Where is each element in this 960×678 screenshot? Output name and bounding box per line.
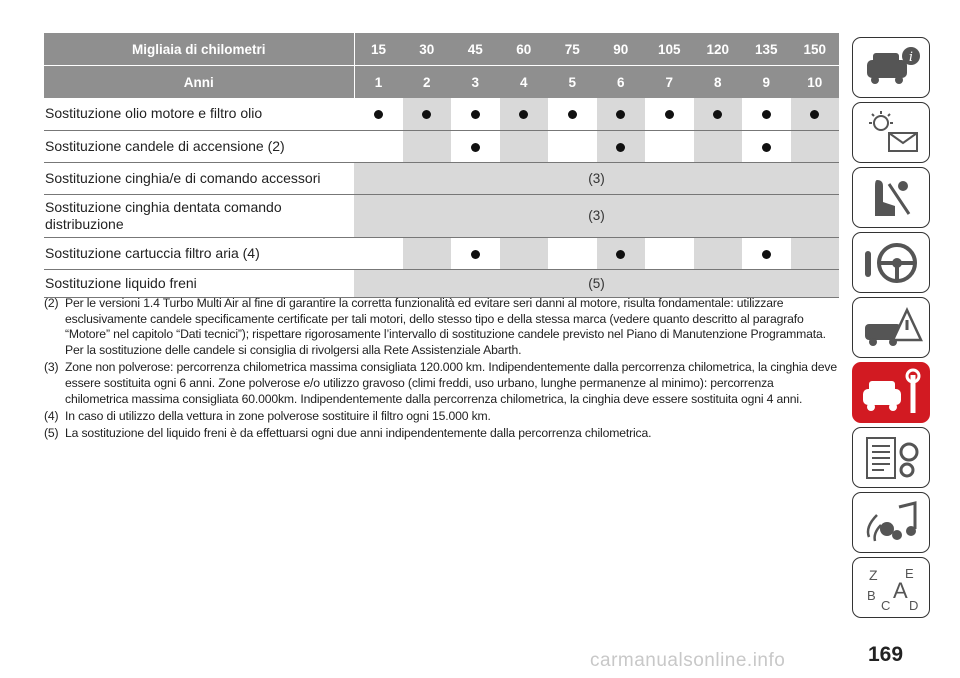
nav-tab-seat-safety[interactable] xyxy=(852,167,930,228)
schedule-cell xyxy=(354,237,403,269)
km-header-cell: 45 xyxy=(451,33,500,66)
operation-label: Sostituzione cartuccia filtro aria (4) xyxy=(45,244,260,261)
scheduled-dot-icon xyxy=(519,110,528,119)
table-row xyxy=(44,194,839,237)
year-header-cell: 5 xyxy=(548,66,597,99)
operation-label: Sostituzione candele di accensione (2) xyxy=(45,137,285,154)
schedule-cell xyxy=(597,98,646,130)
schedule-cell xyxy=(597,237,646,269)
nav-tab-technical-data[interactable] xyxy=(852,427,930,488)
year-header-cell: 1 xyxy=(354,66,403,99)
scheduled-dot-icon xyxy=(810,110,819,119)
year-header-cell: 9 xyxy=(742,66,791,99)
year-header-cell: 2 xyxy=(403,66,452,99)
operation-label: Sostituzione olio motore e filtro olio xyxy=(45,105,263,122)
footnote-text: La sostituzione del liquido freni è da effettuarsi ogni due anni indipendentemente dalla percorrenza chilometrica. xyxy=(65,426,652,441)
scheduled-dot-icon xyxy=(665,110,674,119)
year-header-cell: 8 xyxy=(694,66,743,99)
year-header-cell: 10 xyxy=(791,66,840,99)
km-header-row xyxy=(44,33,839,66)
footnote xyxy=(44,426,840,442)
schedule-cell xyxy=(645,237,694,269)
schedule-cell xyxy=(500,130,549,162)
schedule-note-cell: (3) xyxy=(354,162,839,194)
km-header-cell: 135 xyxy=(742,33,791,66)
schedule-cell xyxy=(742,237,791,269)
page-number: 169 xyxy=(868,643,904,666)
year-header-cell: 4 xyxy=(500,66,549,99)
table-row xyxy=(44,269,839,297)
km-header-cell: 105 xyxy=(645,33,694,66)
maintenance-car-wrench-icon xyxy=(857,367,925,419)
scheduled-dot-icon xyxy=(616,143,625,152)
schedule-cell xyxy=(742,98,791,130)
footnote-number: (2) xyxy=(44,296,59,310)
years-header-row xyxy=(44,66,839,99)
scheduled-dot-icon xyxy=(374,110,383,119)
scheduled-dot-icon xyxy=(422,110,431,119)
table-row xyxy=(44,130,839,162)
maintenance-schedule-table xyxy=(44,33,839,298)
table-row xyxy=(44,98,839,130)
schedule-cell xyxy=(694,130,743,162)
seat-safety-icon xyxy=(857,172,925,224)
schedule-cell xyxy=(645,98,694,130)
km-header-cell: 90 xyxy=(597,33,646,66)
schedule-cell xyxy=(403,130,452,162)
nav-tab-alphabetical-index[interactable] xyxy=(852,557,930,618)
warning-lights-icon xyxy=(857,107,925,159)
emergency-car-icon xyxy=(857,302,925,354)
schedule-cell xyxy=(451,237,500,269)
schedule-cell xyxy=(451,130,500,162)
svg-text:A: A xyxy=(893,577,908,603)
footnote-number: (3) xyxy=(44,360,59,375)
svg-text:E: E xyxy=(905,565,914,581)
operation-label: Sostituzione cinghia/e di comando accessori xyxy=(45,169,321,186)
footnote xyxy=(44,409,840,425)
km-header-cell: 15 xyxy=(354,33,403,66)
km-header-cell: 75 xyxy=(548,33,597,66)
nav-tab-warning-lights[interactable] xyxy=(852,102,930,163)
scheduled-dot-icon xyxy=(616,250,625,259)
footnote-number: (5) xyxy=(44,426,59,441)
footnote-text: In caso di utilizzo della vettura in zone polverose sostituire il filtro ogni 15.000 km. xyxy=(65,408,491,423)
schedule-cell xyxy=(354,98,403,130)
schedule-cell xyxy=(548,98,597,130)
scheduled-dot-icon xyxy=(471,250,480,259)
scheduled-dot-icon xyxy=(713,110,722,119)
schedule-cell xyxy=(645,130,694,162)
nav-tab-car-info[interactable] xyxy=(852,37,930,98)
footnote-text: Zone non polverose: percorrenza chilometrica massima consigliata 120.000 km. Indipendentemente dalla percorrenza chilometrica, la cinghia deve essere sostituita ogni 6 anni. Zone polverose e/o utilizzo gravoso (climi freddi, uso urbano, lunghe permanenze al minimo): percorrenza chilometrica massima consigliata 60.000km. Indipendentemente dalla percorrenza chilometrica, la cinghia deve essere sostituita ogni 4 anni. xyxy=(65,360,837,406)
schedule-note-cell: (5) xyxy=(354,269,839,297)
nav-tab-maintenance-car-wrench[interactable] xyxy=(852,362,930,423)
svg-text:Z: Z xyxy=(869,566,878,583)
year-header-cell: 7 xyxy=(645,66,694,99)
schedule-note-cell: (3) xyxy=(354,194,839,237)
footnotes xyxy=(44,296,840,443)
nav-tab-steering-wheel[interactable] xyxy=(852,232,930,293)
schedule-cell xyxy=(403,237,452,269)
year-header-cell: 6 xyxy=(597,66,646,99)
schedule-cell xyxy=(451,98,500,130)
table-row xyxy=(44,237,839,269)
scheduled-dot-icon xyxy=(762,250,771,259)
year-header-cell: 3 xyxy=(451,66,500,99)
footnote-text: Per le versioni 1.4 Turbo Multi Air al fine di garantire la corretta funzionalità ed evitare seri danni al motore, risulta fondamentale: utilizzare esclusivamente candele specificamente certificate per tali motori, dello stesso tipo e della stessa marca (vedere quanto descritto al paragrafo “Motore” nel capitolo “Dati tecnici”); rispettare rigorosamente l’intervallo di sostituzione candele previsto nel Piano di Manutenzione Programmata. Per la sostituzione delle candele si consiglia di rivolgersi alla Rete Assistenziale Abarth. xyxy=(65,296,826,358)
footnote xyxy=(44,296,840,359)
schedule-cell xyxy=(597,130,646,162)
km-header-cell: 120 xyxy=(694,33,743,66)
svg-text:i: i xyxy=(908,49,914,65)
watermark: carmanualsonline.info xyxy=(590,650,786,671)
svg-text:B: B xyxy=(867,587,876,603)
schedule-cell xyxy=(548,237,597,269)
alphabetical-index-icon xyxy=(857,562,925,614)
nav-tab-multimedia[interactable] xyxy=(852,492,930,553)
chapter-nav xyxy=(852,37,932,622)
technical-data-icon xyxy=(857,432,925,484)
km-header-cell: 150 xyxy=(791,33,840,66)
schedule-cell xyxy=(548,130,597,162)
scheduled-dot-icon xyxy=(568,110,577,119)
footnote-number: (4) xyxy=(44,408,59,423)
schedule-cell xyxy=(694,237,743,269)
svg-text:C: C xyxy=(881,597,891,613)
schedule-cell xyxy=(742,130,791,162)
scheduled-dot-icon xyxy=(471,110,480,119)
nav-tab-emergency-car[interactable] xyxy=(852,297,930,358)
steering-wheel-icon xyxy=(857,237,925,289)
scheduled-dot-icon xyxy=(471,143,480,152)
scheduled-dot-icon xyxy=(762,110,771,119)
schedule-cell xyxy=(791,237,840,269)
footnote xyxy=(44,360,840,407)
svg-text:D: D xyxy=(909,597,919,613)
schedule-cell xyxy=(354,130,403,162)
schedule-cell xyxy=(791,98,840,130)
schedule-cell xyxy=(791,130,840,162)
schedule-cell xyxy=(500,237,549,269)
schedule-cell xyxy=(694,98,743,130)
scheduled-dot-icon xyxy=(762,143,771,152)
km-header-cell: 30 xyxy=(403,33,452,66)
schedule-cell xyxy=(403,98,452,130)
years-header-label: Anni xyxy=(44,66,354,99)
km-header-label: Migliaia di chilometri xyxy=(44,33,354,66)
operation-label: Sostituzione liquido freni xyxy=(45,274,197,291)
km-header-cell: 60 xyxy=(500,33,549,66)
operation-label: Sostituzione cinghia dentata comando distribuzione xyxy=(45,198,282,232)
table-row xyxy=(44,162,839,194)
car-info-icon xyxy=(857,42,925,94)
scheduled-dot-icon xyxy=(616,110,625,119)
multimedia-icon xyxy=(857,497,925,549)
schedule-cell xyxy=(500,98,549,130)
